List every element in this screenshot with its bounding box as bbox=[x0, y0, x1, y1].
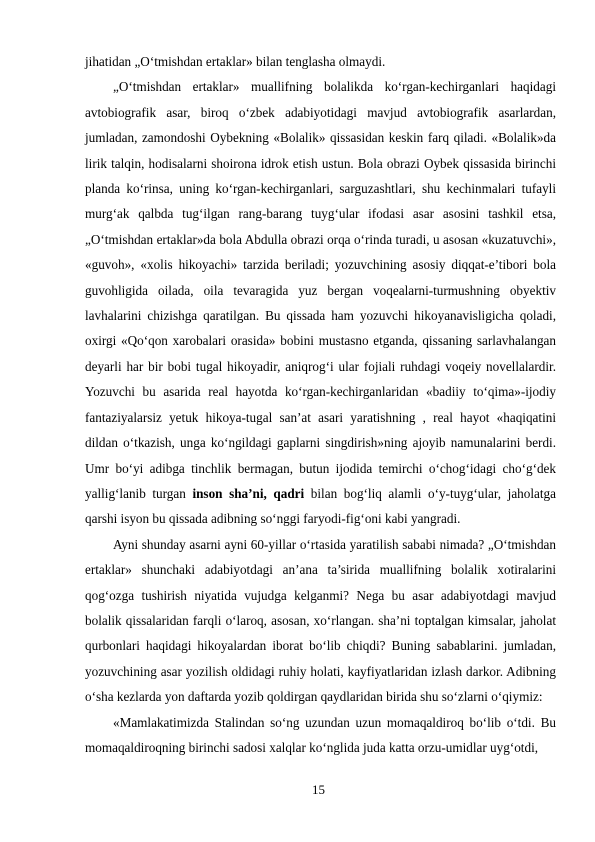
paragraph-2-bold-phrase: inson sha’ni, qadri bbox=[192, 485, 305, 501]
paragraph-2-text-end: bilan bog‘liq alamli o‘y-tuyg‘ular, jaholatga qarshi isyon bu qissada adibning so‘nggi faryodi-fig‘oni kabi yangradi. bbox=[85, 485, 556, 527]
paragraph-1: jihatidan „O‘tmishdan ertaklar» bilan tenglasha olmaydi. bbox=[85, 54, 386, 69]
paragraph-2 bbox=[85, 74, 556, 531]
paragraph-4: «Mamlakatimizda Stalindan so‘ng uzundan uzun momaqaldiroq bo‘lib o‘tdi. Bu momaqaldiroqning birinchi sadosi xalqlar ko‘nglida juda katta orzu-umidlar uyg‘otdi, bbox=[85, 714, 556, 755]
page-number: 15 bbox=[312, 782, 325, 797]
paragraph-3: Ayni shunday asarni ayni 60-yillar o‘rtasida yaratilish sababi nimada? „O‘tmishdan ertaklar» shunchaki adabiyotdagi an’ana ta’sirida muallifning bolalik xotiralarini qog‘ozga tushirish niyatida vujudga kelganmi? Nega bu asar adabiyotdagi mavjud bolalik qissalaridan farqli o‘laroq, asosan, xo‘rlangan. sha’ni toptalgan kimsalar, jaholat qurbonlari haqidagi hikoyalardan iborat bo‘lib chiqdi? Buning sabablarini. jumladan, yozuvchining asar yozilish oldidagi ruhiy holati, kayfiyatlaridan izlash darkor. Adibning o‘sha kezlarda yon daftarda yozib qoldirgan qaydlaridan birida shu so‘zlarni o‘qiymiz: bbox=[85, 536, 556, 705]
paragraph-2-text-start: „O‘tmishdan ertaklar» muallifning bolalikda ko‘rgan-kechirganlari haqidagi avtobiografik asar, biroq o‘zbek adabiyotidagi mavjud avtobiografik asarlardan, jumladan, zamondoshi Oybekning «Bolalik» qissasidan keskin farq qiladi. «Bolalik»da lirik talqin, hodisalarni shoirona idrok etish ustun. Bola obrazi Oybek qissasida birinchi planda ko‘rinsa, uning ko‘rgan-kechirganlari, sarguzashtlari, shu kechinmalari tufayli murg‘ak qalbda tug‘ilgan rang-barang tuyg‘ular ifodasi asar asosini tashkil etsa, „O‘tmishdan ertaklar»da bola Abdulla obrazi orqa o‘rinda turadi, u asosan «kuzatuvchi», «guvoh», «xolis hikoyachi» tarzida beriladi; yozuvchining asosiy diqqat-e’tibori bola guvohligida oilada, oila tevaragida yuz bergan voqealarni-turmushning obyektiv lavhalarini chizishga qaratilgan. Bu qissada ham yozuvchi hikoyanavisligicha qoladi, oxirgi «Qo‘qon xarobalari orasida» bobini mustasno etganda, qissaning sarlavhalangan deyarli har bir bobi tugal hikoyadir, aniqrog‘i ular fojiali ruhdagi voqeiy novellalardir. Yozuvchi bu asarida real hayotda ko‘rgan-kechirganlaridan «badiiy to‘qima»-ijodiy fantaziyalarsiz yetuk hikoya-tugal san’at asari yaratishning , real hayot «haqiqatini dildan o‘tkazish, unga ko‘ngildagi gaplarni singdirish»ning ajoyib namunalarini berdi. Umr bo‘yi adibga tinchlik bermagan, butun ijodida temirchi o‘chog‘idagi cho‘g‘dek yallig‘lanib turgan bbox=[85, 79, 556, 501]
document-page bbox=[85, 49, 556, 760]
